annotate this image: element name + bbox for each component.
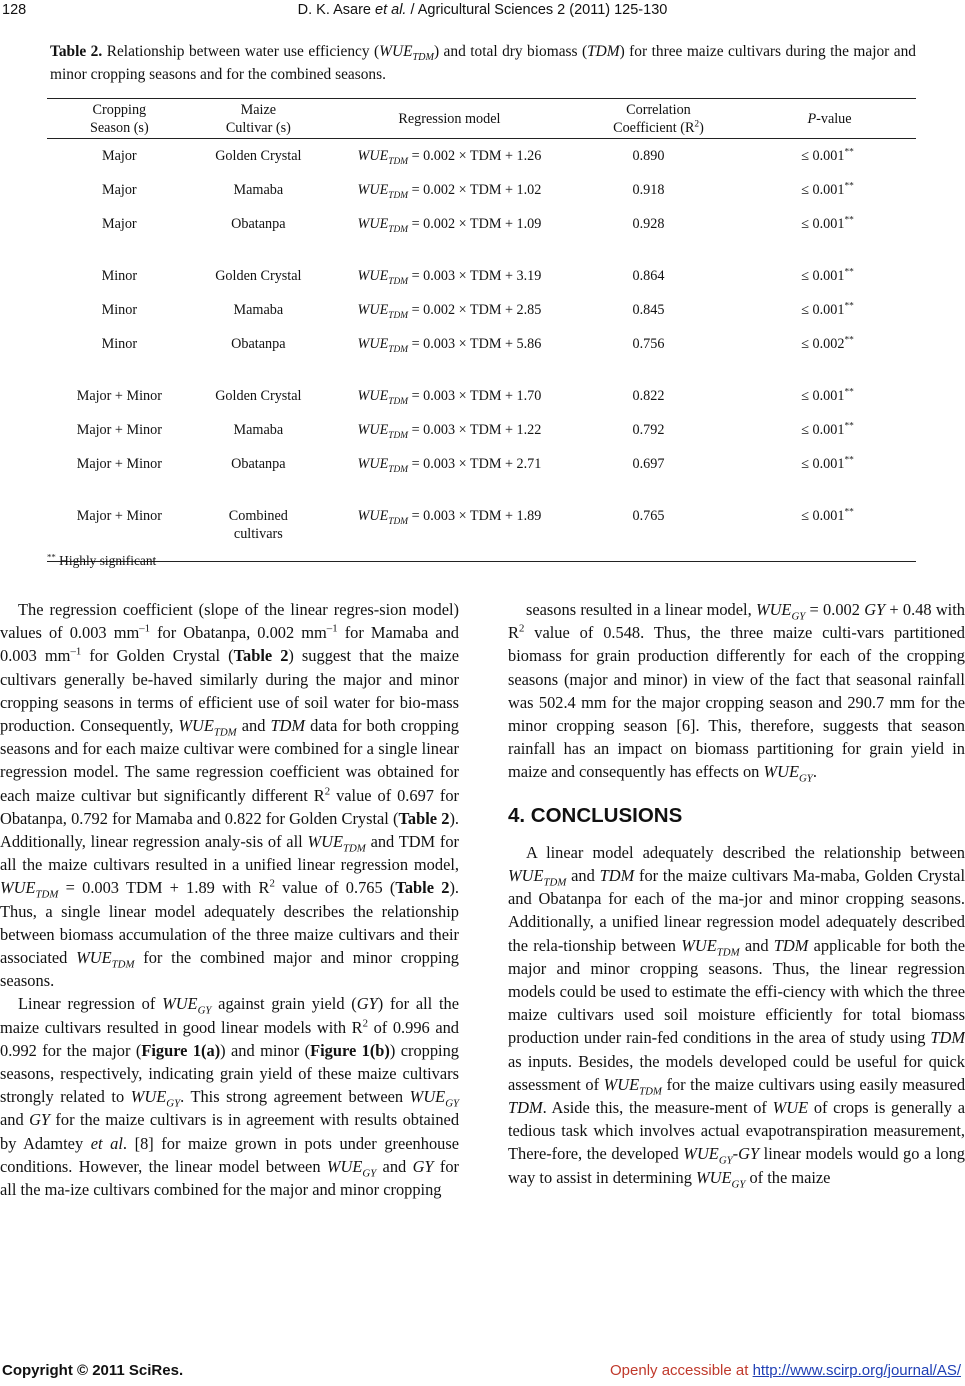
cell-model: $WUE_{TDM} = 0.002$ × TDM + 1.09 [357, 216, 542, 235]
cell-model: $WUE_{TDM} = 0.003$ × TDM + 5.86 [357, 336, 542, 355]
open-access-note: Openly accessible at http://www.scirp.org/journal/AS/ [610, 1362, 961, 1379]
table-row [47, 139, 916, 174]
cell-cultivar: Golden Crystal [215, 148, 302, 164]
row-spacer [47, 241, 916, 259]
cell-pvalue: ≤ 0.001** [801, 267, 854, 284]
cell-r2: 0.792 [632, 422, 665, 438]
cell-pvalue: ≤ 0.001** [801, 181, 854, 198]
table-row [47, 413, 916, 447]
cell-cultivar: Obatanpa [231, 216, 286, 232]
left-column [0, 598, 459, 1201]
cell-season: Major + Minor [76, 456, 162, 472]
cell-pvalue: ≤ 0.001** [801, 421, 854, 438]
cell-cultivar: Mamaba [233, 422, 284, 438]
table-caption: Table 2. Relationship between water use efficiency $(WUE_{TDM})$ and total dry biomass (TDM) for three maize cultivars during the major and minor cropping seasons and for the combined seasons. [50, 43, 916, 83]
cell-season: Major + Minor [76, 422, 162, 438]
table-row [47, 327, 916, 361]
cell-r2: 0.918 [632, 182, 665, 198]
table-row [47, 259, 916, 293]
regression-table [47, 98, 916, 562]
cell-cultivar: Golden Crystal [215, 268, 302, 284]
cell-pvalue: ≤ 0.001** [801, 301, 854, 318]
table-footnote: ** Highly significant [47, 551, 157, 568]
paragraph: Linear regression of $WUE_{GY}$ against grain yield (GY) for all the maize cultivars resulted in good linear models with $R^2$ of 0.996 and 0.992 for the major (Figure 1(a)) and minor (Figure 1(b)) cropping seasons, respectively, indicating grain yield of these maize cultivars strongly related to $WUE_{GY}$. This strong agreement between $WUE_{GY}$ and GY for the maize cultivars is in agreement with results obtained by Adamtey et al. [8] for maize grown in pots under greenhouse conditions. However, the linear model between $WUE_{GY}$ and GY for all the ma-ize cultivars combined for the major and minor cropping [0, 994, 460, 1200]
right-column [508, 598, 965, 1189]
cell-pvalue: ≤ 0.001** [743, 499, 916, 562]
cell-season: Major + Minor [76, 388, 162, 404]
cell-r2: 0.765 [574, 499, 743, 562]
table-row [47, 293, 916, 327]
cell-pvalue: ≤ 0.001** [801, 147, 854, 164]
cell-season: Major [101, 216, 137, 232]
cell-r2: 0.845 [632, 302, 665, 318]
cell-season: Major [101, 182, 137, 198]
table-row [47, 379, 916, 413]
cell-pvalue: ≤ 0.001** [801, 455, 854, 472]
cell-r2: 0.864 [632, 268, 665, 284]
cell-model: $WUE_{TDM} = 0.002$ × TDM + 2.85 [357, 302, 542, 321]
cell-model: $WUE_{TDM} = 0.003$ × TDM + 1.89 [325, 499, 574, 562]
cell-season: Minor [101, 302, 138, 318]
row-spacer [47, 481, 916, 499]
running-title: D. K. Asare et al. / Agricultural Sciences 2 (2011) 125-130 [297, 2, 668, 18]
cell-cultivar: Obatanpa [231, 456, 286, 472]
table-header-row [47, 99, 916, 139]
cell-r2: 0.822 [632, 388, 665, 404]
paragraph: seasons resulted in a linear model, $WUE_{GY} = 0.002$ GY + 0.48 with $R^2$ value of 0.548. Thus, the three maize culti-vars partitioned biomass for grain production differently for each of the cropping seasons (major and minor) in view of the fact that seasonal rainfall was 502.4 mm for the major cropping season and 290.7 mm for the minor cropping season [6]. This, therefore, suggests that season rainfall has an impact on biomass partitioning for grain yield in maize and consequently has effects on $WUE_{GY}$. [508, 600, 965, 785]
paragraph: The regression coefficient (slope of the linear regres-sion model) values of 0.003 $mm^{-1}$ for Obatanpa, 0.002 $mm^{-1}$ for Mamaba and 0.003 $mm^{-1}$ for Golden Crystal (Table 2) suggest that the maize cultivars generally be-haved similarly during the major and minor cropping seasons in terms of efficient use of soil water for bio-mass production. Consequently, $WUE_{TDM}$ and TDM data for both cropping seasons and for each maize cultivar were combined for a single linear regression model. The same regression coefficient was obtained for each maize cultivar but significantly different $R^2$ value of 0.697 for Obatanpa, 0.792 for Mamaba and 0.822 for Golden Crystal (Table 2). Additionally, linear regression analy-sis of all $WUE_{TDM}$ and TDM for all the maize cultivars resulted in a unified linear regression model, $WUE_{TDM} = 0.003$ TDM + 1.89 with $R^2$ value of 0.765 (Table 2). Thus, a single linear model adequately describes the relationship between biomass accumulation of the three maize cultivars and their associated $WUE_{TDM}$ for the combined major and minor cropping seasons. [0, 600, 460, 991]
cell-season: Minor [101, 268, 138, 284]
journal-link[interactable]: http://www.scirp.org/journal/AS/ [752, 1362, 961, 1379]
cell-pvalue: ≤ 0.001** [801, 387, 854, 404]
cell-season: Major [101, 148, 137, 164]
cell-cultivar: Golden Crystal [215, 388, 302, 404]
cell-model: $WUE_{TDM} = 0.003$ × TDM + 2.71 [357, 456, 542, 475]
copyright: Copyright © 2011 SciRes. [2, 1362, 184, 1379]
col-header-season: Cropping Season (s) [47, 99, 192, 139]
cell-model: $WUE_{TDM} = 0.003$ × TDM + 3.19 [357, 268, 542, 287]
page-number: 128 [2, 2, 27, 18]
col-header-model: Regression model [325, 99, 574, 139]
cell-cultivar: Mamaba [233, 302, 284, 318]
cell-season: Major + Minor [47, 499, 192, 562]
cell-r2: 0.756 [632, 336, 665, 352]
col-header-correlation: Correlation Coefficient $(R^2)$ [574, 99, 743, 139]
table-row [47, 447, 916, 481]
cell-pvalue: ≤ 0.002** [801, 335, 854, 352]
section-heading: 4. CONCLUSIONS [508, 803, 683, 827]
cell-r2: 0.890 [632, 148, 665, 164]
cell-cultivar: Combined cultivars [192, 499, 325, 562]
cell-model: $WUE_{TDM} = 0.003$ × TDM + 1.70 [357, 388, 542, 407]
cell-r2: 0.928 [632, 216, 665, 232]
page-footer [0, 1362, 965, 1386]
row-spacer [47, 361, 916, 379]
paragraph: A linear model adequately described the relationship between $WUE_{TDM}$ and TDM for the maize cultivars Ma-maba, Golden Crystal and Obatanpa for each of the ma-jor and minor cropping seasons. Additionally, a unified linear regression model adequately described the rela-tionship between $WUE_{TDM}$ and TDM applicable for both the major and minor cropping seasons. Thus, the linear regression models could be used to estimate the effi-ciency with which the three maize cultivars used soil moisture efficiently for total biomass production under rain-fed conditions in the area of study using TDM as inputs. Besides, the models developed could be useful for quick assessment of $WUE_{TDM}$ for the maize cultivars using easily measured TDM. Aside this, the measure-ment of WUE of crops is generally a tedious task which involves actual evapotranspiration measurement, There-fore, the developed $WUE_{GY}-GY$ linear models would go a long way to assist in determining $WUE_{GY}$ of the maize [508, 842, 965, 1190]
table-row [47, 207, 916, 241]
cell-season: Minor [101, 336, 138, 352]
cell-model: $WUE_{TDM} = 0.002$ × TDM + 1.26 [357, 148, 542, 167]
table-row [47, 173, 916, 207]
cell-pvalue: ≤ 0.001** [801, 215, 854, 232]
cell-r2: 0.697 [632, 456, 665, 472]
running-header [0, 2, 965, 26]
cell-model: $WUE_{TDM} = 0.002$ × TDM + 1.02 [357, 182, 542, 201]
cell-cultivar: Obatanpa [231, 336, 286, 352]
col-header-pvalue: P-value [743, 99, 916, 139]
table-row [47, 499, 916, 562]
cell-cultivar: Mamaba [233, 182, 284, 198]
col-header-cultivar: Maize Cultivar (s) [192, 99, 325, 139]
cell-model: $WUE_{TDM} = 0.003$ × TDM + 1.22 [357, 422, 542, 441]
